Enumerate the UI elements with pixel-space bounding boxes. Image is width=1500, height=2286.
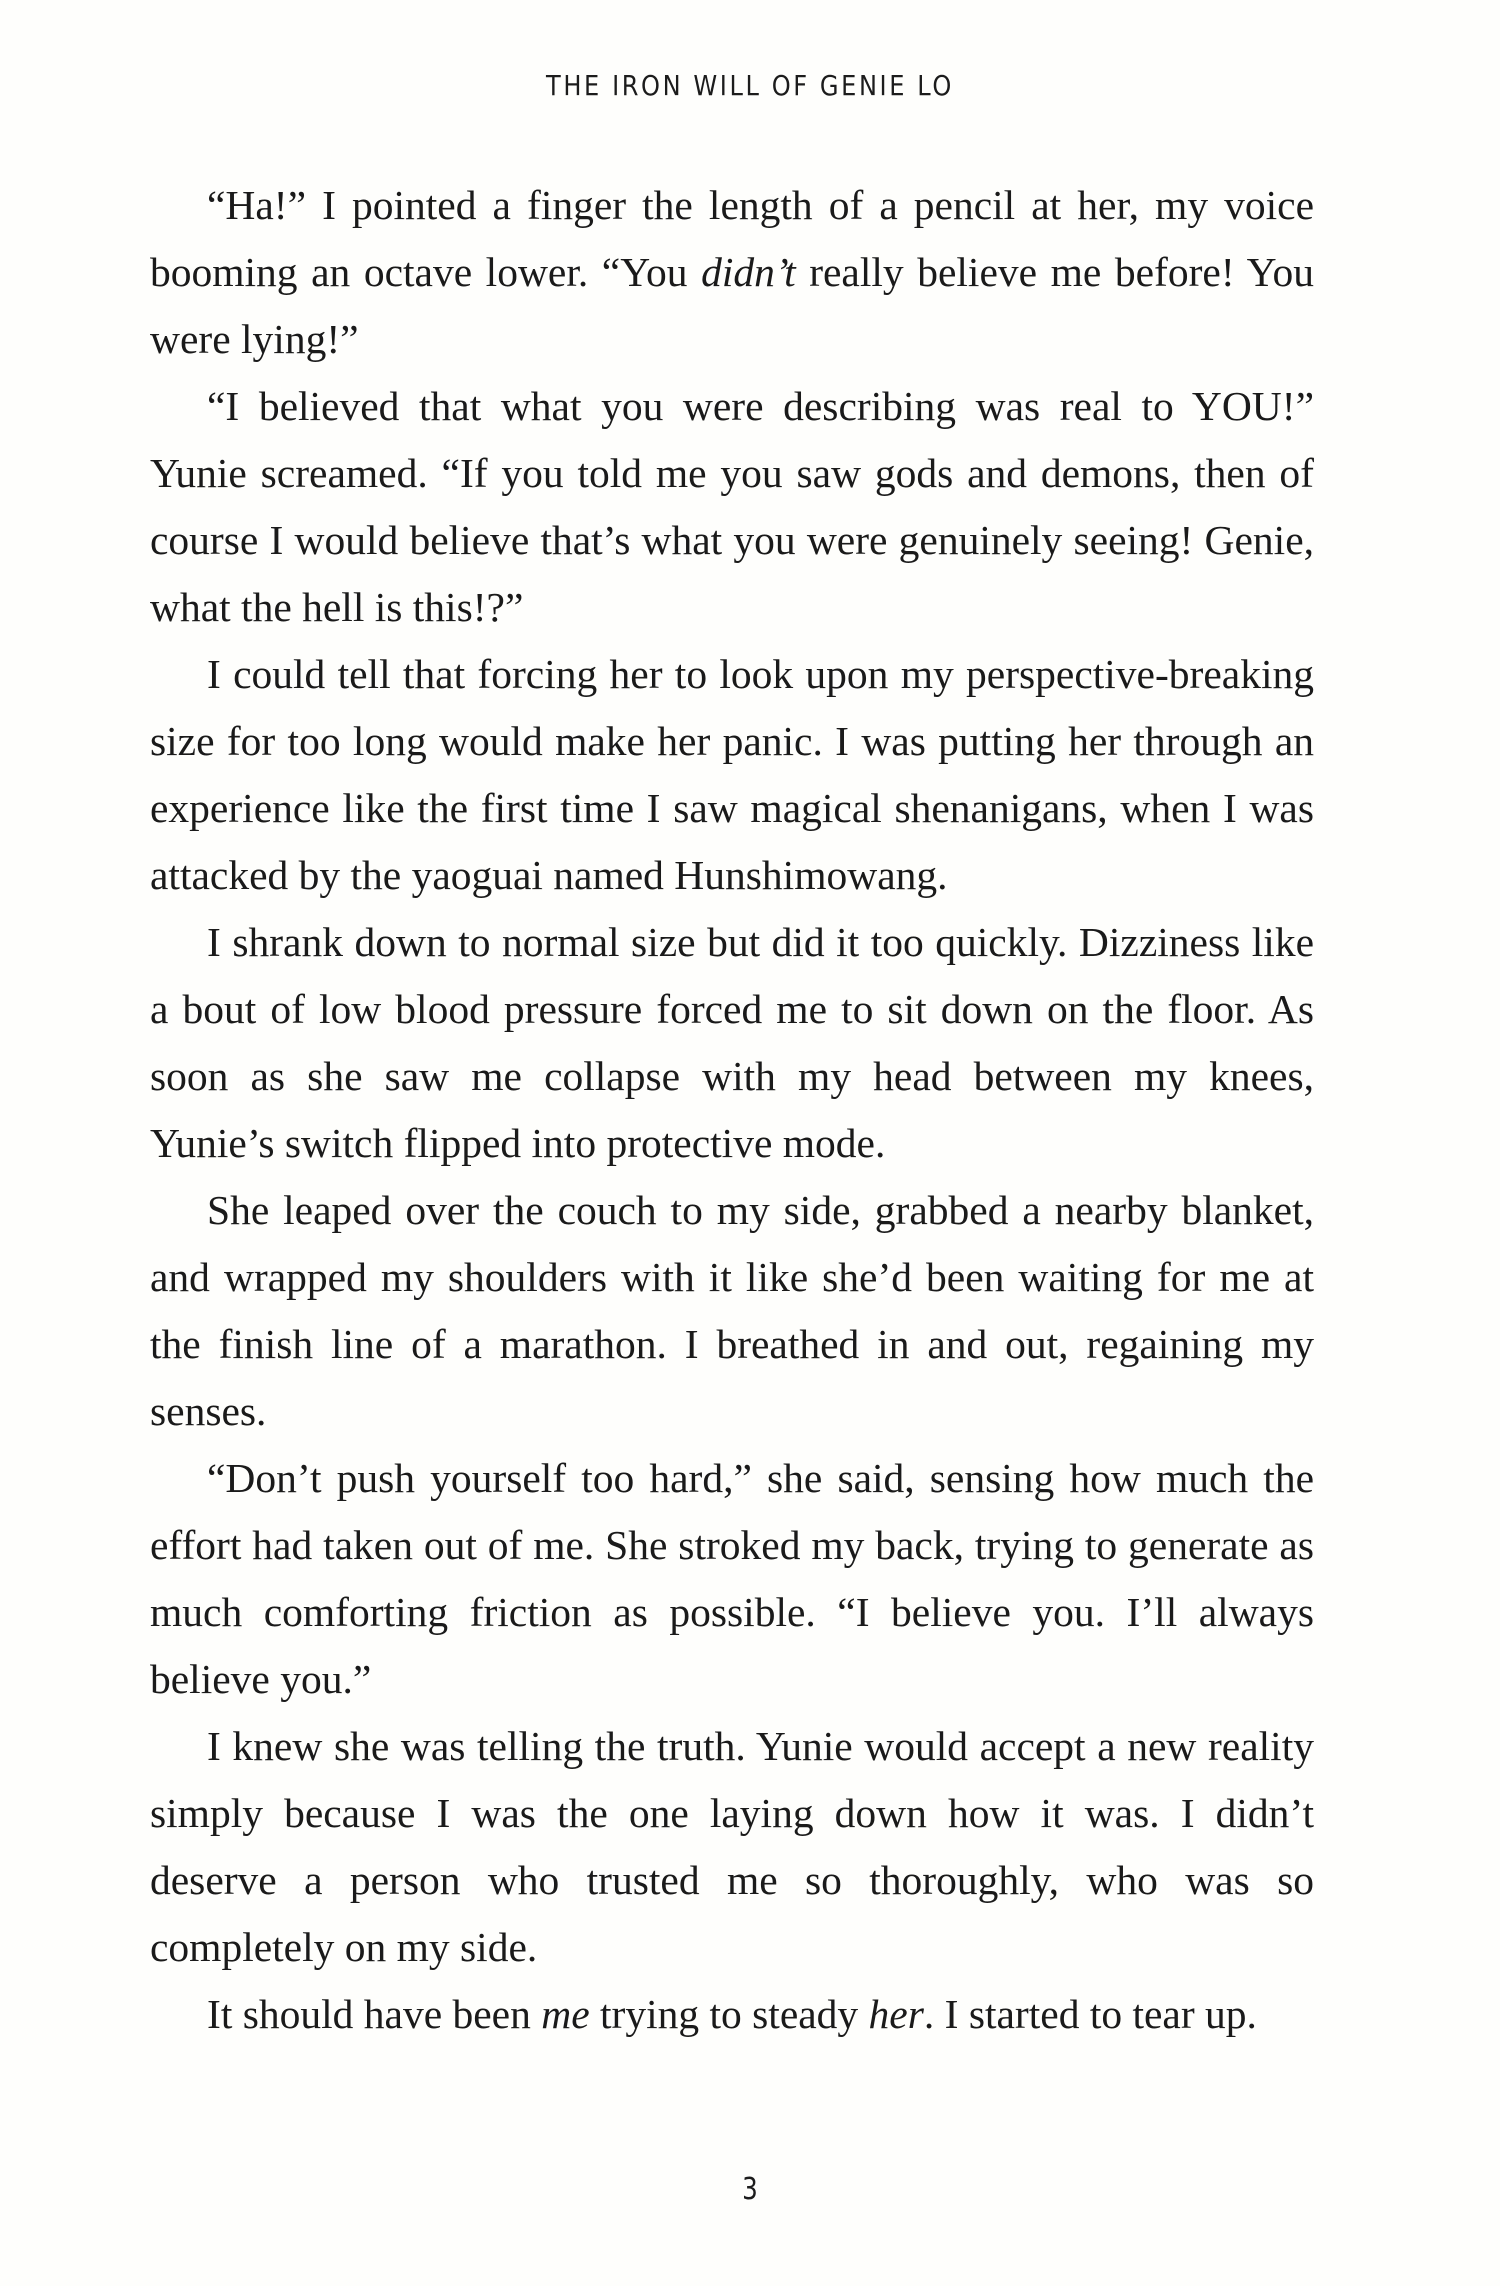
paragraph — [150, 172, 1314, 373]
text-segment: “I believed that what you were describing was real to YOU!” Yunie screamed. “If you told me you saw gods and demons, then of course I would believe that’s what you were genuinely seeing! Genie, what the hell is this!?” — [150, 383, 1314, 630]
paragraph — [150, 1177, 1314, 1445]
text-segment: I shrank down to normal size but did it too quickly. Dizziness like a bout of low blood pressure forced me to sit down on the floor. As soon as she saw me collapse with my head between my knees, Yunie’s switch flipped into protective mode. — [150, 919, 1314, 1166]
running-head: THE IRON WILL OF GENIE LO — [546, 69, 954, 102]
text-segment: “Don’t push yourself too hard,” she said, sensing how much the effort had taken out of me. She stroked my back, trying to generate as much comforting friction as possible. “I believe you. I’ll always believe you.” — [150, 1455, 1314, 1702]
paragraph — [150, 641, 1314, 909]
body-text — [150, 172, 1314, 2048]
paragraph — [150, 1713, 1314, 1981]
text-segment: I knew she was telling the truth. Yunie would accept a new reality simply because I was the one laying down how it was. I didn’t deserve a person who trusted me so thoroughly, who was so completely on my side. — [150, 1723, 1314, 1970]
page-number: 3 — [742, 2172, 758, 2207]
text-segment: “Ha!” I pointed a finger the length of a pencil at her, my voice booming an octave lower. “You — [150, 182, 1314, 295]
paragraph — [150, 1981, 1314, 2048]
text-segment: trying to steady — [589, 1991, 869, 2037]
italic-segment: me — [541, 1991, 590, 2037]
paragraph — [150, 373, 1314, 641]
italic-segment: didn’t — [701, 249, 796, 295]
text-segment: . I started to tear up. — [923, 1991, 1257, 2037]
text-segment: really believe me before! You were lying!” — [150, 249, 1314, 362]
italic-segment: her — [868, 1991, 924, 2037]
text-segment: She leaped over the couch to my side, grabbed a nearby blanket, and wrapped my shoulders with it like she’d been waiting for me at the finish line of a marathon. I breathed in and out, regaining my senses. — [150, 1187, 1314, 1434]
text-segment: I could tell that forcing her to look upon my perspective-breaking size for too long would make her panic. I was putting her through an experience like the first time I saw magical shenanigans, when I was attacked by the yaoguai named Hunshimowang. — [150, 651, 1314, 898]
text-segment: It should have been — [207, 1991, 542, 2037]
paragraph — [150, 1445, 1314, 1713]
paragraph — [150, 909, 1314, 1177]
